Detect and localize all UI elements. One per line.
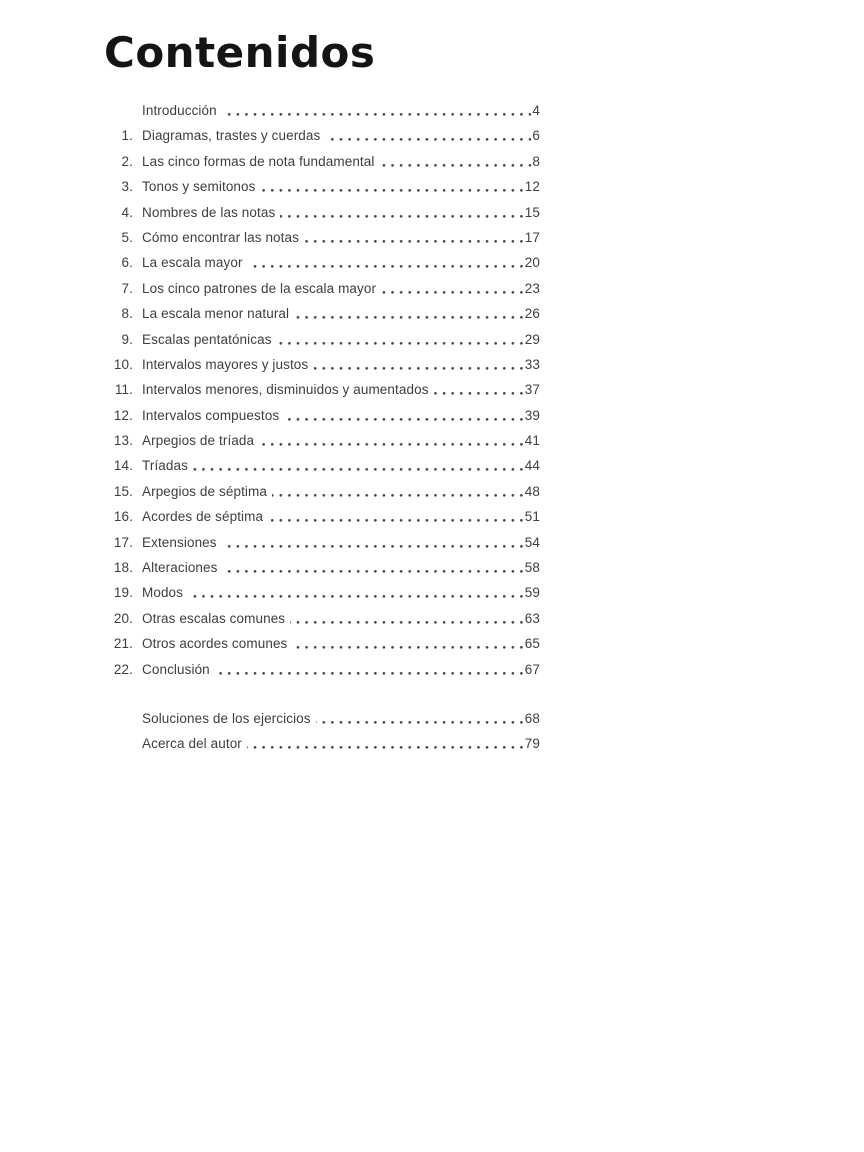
toc-entry-label: Extensiones bbox=[142, 530, 222, 555]
toc-entry-line bbox=[142, 200, 540, 225]
toc-entry-line bbox=[142, 606, 540, 631]
page-title: Contenidos bbox=[104, 28, 376, 77]
toc-entry-page: 48 bbox=[524, 479, 540, 504]
toc-entry bbox=[106, 657, 540, 682]
toc-entry bbox=[106, 403, 540, 428]
toc-entry-page: 15 bbox=[524, 200, 540, 225]
toc-entry-number: 2. bbox=[121, 153, 133, 169]
toc-entry-line bbox=[142, 403, 540, 428]
toc-entry-label: Acerca del autor bbox=[142, 731, 247, 756]
toc-entry-page: 41 bbox=[524, 428, 540, 453]
toc-entry-label: Soluciones de los ejercicios bbox=[142, 706, 316, 731]
toc-entry bbox=[106, 301, 540, 326]
toc-entry bbox=[106, 555, 540, 580]
toc-entry bbox=[106, 580, 540, 605]
toc-list bbox=[106, 98, 540, 682]
toc-entry-line bbox=[142, 250, 540, 275]
toc-entry-page: 68 bbox=[524, 706, 540, 731]
toc-entry-number: 15. bbox=[113, 483, 133, 499]
toc-entry bbox=[106, 504, 540, 529]
toc-entry-number: 12. bbox=[113, 407, 133, 423]
toc-entry-label: Conclusión bbox=[142, 657, 215, 682]
toc-entry-page: 65 bbox=[524, 631, 540, 656]
toc-entry-label: Acordes de séptima bbox=[142, 504, 268, 529]
toc-entry-page: 33 bbox=[524, 352, 540, 377]
toc-entry bbox=[106, 731, 540, 756]
toc-entry-page: 26 bbox=[524, 301, 540, 326]
toc-entry-number: 18. bbox=[113, 560, 133, 576]
toc-entry-label: Nombres de las notas bbox=[142, 200, 280, 225]
toc-entry bbox=[106, 149, 540, 174]
toc-entry-line bbox=[142, 225, 540, 250]
toc-entry bbox=[106, 250, 540, 275]
toc-entry-line bbox=[142, 453, 540, 478]
toc-entry bbox=[106, 530, 540, 555]
toc-entry-number: 10. bbox=[113, 356, 133, 372]
toc-entry-line bbox=[142, 174, 540, 199]
toc-entry-label: Intervalos mayores y justos bbox=[142, 352, 313, 377]
toc-entry-page: 79 bbox=[524, 731, 540, 756]
toc-entry bbox=[106, 706, 540, 731]
toc-entry-page: 51 bbox=[524, 504, 540, 529]
toc-entry-label: Intervalos menores, disminuidos y aumentados bbox=[142, 377, 434, 402]
toc-entry bbox=[106, 631, 540, 656]
toc-entry bbox=[106, 327, 540, 352]
toc-entry-line bbox=[142, 479, 540, 504]
toc-entry-line bbox=[142, 530, 540, 555]
toc-entry-label: Diagramas, trastes y cuerdas bbox=[142, 123, 325, 148]
toc-entry bbox=[106, 428, 540, 453]
toc-entry-page: 37 bbox=[524, 377, 540, 402]
toc-entry-page: 54 bbox=[524, 530, 540, 555]
toc-entry-number: 14. bbox=[113, 458, 133, 474]
toc-entry bbox=[106, 606, 540, 631]
toc-entry-page: 59 bbox=[524, 580, 540, 605]
toc-entry-page: 20 bbox=[524, 250, 540, 275]
toc-entry-line bbox=[142, 377, 540, 402]
toc-entry-number: 9. bbox=[121, 331, 133, 347]
toc-entry-number: 7. bbox=[121, 280, 133, 296]
toc-entry-label: Escalas pentatónicas bbox=[142, 327, 277, 352]
toc-entry-page: 58 bbox=[524, 555, 540, 580]
toc-entry-label: Cómo encontrar las notas bbox=[142, 225, 304, 250]
toc-entry-line bbox=[142, 504, 540, 529]
toc-entry-number: 1. bbox=[121, 128, 133, 144]
toc-entry bbox=[106, 174, 540, 199]
toc-entry-line bbox=[142, 149, 540, 174]
toc-entry bbox=[106, 123, 540, 148]
toc-entry bbox=[106, 352, 540, 377]
toc-entry-label: Arpegios de séptima bbox=[142, 479, 272, 504]
toc-entry-line bbox=[142, 327, 540, 352]
toc-entry-label: Las cinco formas de nota fundamental bbox=[142, 149, 380, 174]
toc-entry-page: 67 bbox=[524, 657, 540, 682]
toc-entry-page: 39 bbox=[524, 403, 540, 428]
toc-entry-line bbox=[142, 555, 540, 580]
toc-entry-page: 23 bbox=[524, 276, 540, 301]
toc-entry-label: Introducción bbox=[142, 98, 222, 123]
toc-entry-page: 8 bbox=[531, 149, 540, 174]
toc-entry-page: 6 bbox=[531, 123, 540, 148]
toc-entry bbox=[106, 200, 540, 225]
toc-entry bbox=[106, 479, 540, 504]
toc-entry-line bbox=[142, 98, 540, 123]
toc-entry-label: Alteraciones bbox=[142, 555, 223, 580]
toc-entry-page: 12 bbox=[524, 174, 540, 199]
toc-entry-number: 3. bbox=[121, 179, 133, 195]
toc-entry-line bbox=[142, 706, 540, 731]
toc-entry-label: Otros acordes comunes bbox=[142, 631, 292, 656]
toc-entry bbox=[106, 98, 540, 123]
toc-entry-line bbox=[142, 428, 540, 453]
toc-entry-number: 17. bbox=[113, 534, 133, 550]
toc-entry-label: Tonos y semitonos bbox=[142, 174, 261, 199]
toc-entry-number: 16. bbox=[113, 509, 133, 525]
toc-entry-number: 20. bbox=[113, 610, 133, 626]
toc-entry-line bbox=[142, 657, 540, 682]
toc-entry-number: 13. bbox=[113, 433, 133, 449]
toc-entry bbox=[106, 377, 540, 402]
toc-entry-line bbox=[142, 731, 540, 756]
toc-entry-line bbox=[142, 580, 540, 605]
toc-entry-number: 11. bbox=[114, 382, 133, 398]
toc-entry-label: Modos bbox=[142, 580, 188, 605]
toc-entry-line bbox=[142, 352, 540, 377]
toc-entry-label: Los cinco patrones de la escala mayor bbox=[142, 276, 381, 301]
toc-entry-label: Intervalos compuestos bbox=[142, 403, 284, 428]
toc-entry-number: 22. bbox=[113, 661, 133, 677]
toc-entry-number: 8. bbox=[121, 306, 133, 322]
toc-entry-label: Otras escalas comunes bbox=[142, 606, 290, 631]
toc-entry-number: 19. bbox=[113, 585, 133, 601]
toc-entry-page: 63 bbox=[524, 606, 540, 631]
toc-entry bbox=[106, 453, 540, 478]
toc-entry bbox=[106, 276, 540, 301]
toc-entry-label: La escala menor natural bbox=[142, 301, 294, 326]
toc-entry-label: Tríadas bbox=[142, 453, 193, 478]
toc-entry-number: 6. bbox=[121, 255, 133, 271]
toc-entry bbox=[106, 225, 540, 250]
toc-entry-number: 5. bbox=[121, 229, 133, 245]
toc-entry-page: 4 bbox=[531, 98, 540, 123]
toc-extras-list bbox=[106, 706, 540, 757]
toc-entry-page: 44 bbox=[524, 453, 540, 478]
toc-entry-line bbox=[142, 301, 540, 326]
toc-entry-number: 21. bbox=[113, 636, 133, 652]
toc-entry-line bbox=[142, 631, 540, 656]
toc-entry-page: 29 bbox=[524, 327, 540, 352]
toc-entry-label: La escala mayor bbox=[142, 250, 248, 275]
toc-entry-label: Arpegios de tríada bbox=[142, 428, 259, 453]
toc-entry-number: 4. bbox=[121, 204, 133, 220]
toc-entry-line bbox=[142, 276, 540, 301]
toc-entry-line bbox=[142, 123, 540, 148]
toc-entry-page: 17 bbox=[524, 225, 540, 250]
